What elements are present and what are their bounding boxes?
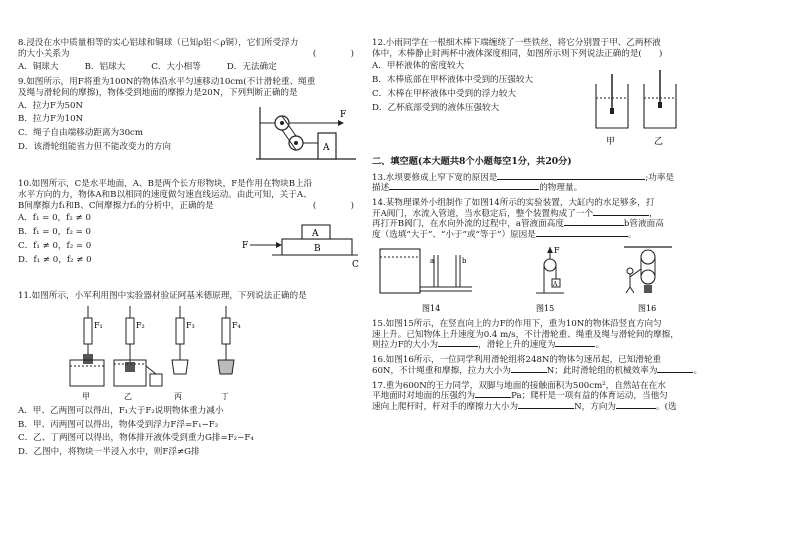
- q10-answer-paren: ( ): [312, 200, 354, 211]
- q10-option-b: B．f₁ = 0，f₂ = 0: [18, 227, 92, 238]
- q15-line2: 速上升。已知物体上升速度为0.4 m/s，不计滑轮重、绳重及绳与滑轮间的摩擦，: [372, 329, 679, 340]
- q8-answer-paren: ( ): [312, 48, 354, 59]
- q16-line2c: 。: [693, 365, 703, 376]
- question-14: [372, 198, 684, 241]
- q8-line1: 8.浸没在水中质量相等的实心铝球和铜球（已知ρ铝＜ρ铜），它们所受浮力: [18, 38, 299, 48]
- q11-force-f2: F₂: [136, 320, 145, 330]
- question-12: [372, 38, 684, 150]
- q16-line2a: 60N，不计绳重和摩擦，拉力大小为: [372, 365, 511, 376]
- right-column: [372, 38, 703, 417]
- q8-option-a: A．铜球大: [18, 62, 59, 73]
- q15-line3c: 。: [595, 340, 605, 351]
- section-fill-in-blank-heading: 二、填空题(本大题共8个小题每空1分，共20分): [372, 156, 572, 167]
- q16-line2b: N；此时滑轮组的机械效率为: [546, 365, 658, 376]
- q10-line2: 水平方向的力，物体A和B以相同的速度做匀速直线运动。由此可知，关于A、: [18, 189, 312, 200]
- q9-line2: 及绳与滑轮间的摩擦)，物体受到地面的摩擦力是20N，下列判断正确的是: [18, 87, 298, 98]
- q13-text1: 13.水坝要修成上窄下宽的原因是: [372, 172, 498, 183]
- q12-option-a: A．甲杯液体的密度较大: [372, 61, 465, 72]
- q9-option-c: C．绳子自由端移动距离为30cm: [18, 128, 144, 139]
- fig14-label-a: a: [430, 256, 435, 265]
- question-17: [372, 381, 684, 413]
- q16-blank-1[interactable]: [511, 372, 547, 373]
- q10-option-d: D．f₁ ≠ 0，f₂ ≠ 0: [18, 254, 92, 265]
- q14-blank-2[interactable]: [564, 225, 624, 226]
- q14-line3a: 再打开B阀门，在水向外流的过程中，a管液面高度: [372, 219, 564, 230]
- q14-line2b: ，: [649, 208, 658, 219]
- q14-line2a: 开A阀门，水流入管道，当水稳定后，整个装置构成了一个: [372, 208, 594, 219]
- q11-option-c: C．乙、丁两图可以得出，物体排开液体受到重力G排=F₂−F₄: [18, 433, 254, 444]
- q15-blank-1[interactable]: [438, 346, 478, 347]
- q11-option-b: B．甲、丙两图可以得出，物体受到浮力F浮=F₁−F₂: [18, 419, 219, 430]
- q11-force-f3: F₃: [186, 320, 195, 330]
- q9-fig-label-a: A: [323, 143, 330, 154]
- q17-line2a: 平地面时对地面的压强约为: [372, 391, 476, 402]
- q12-line1: 12.小雨同学在一根细木棒下端缠绕了一些铁丝，将它分别置于甲、乙两杯液: [372, 38, 661, 48]
- question-11: [18, 291, 358, 458]
- q13-text3: 描述: [372, 183, 390, 194]
- fig16-caption: 图16: [638, 303, 657, 313]
- q17-blank-3[interactable]: [616, 408, 656, 409]
- q16-blank-2[interactable]: [657, 372, 693, 373]
- q12-option-b: B．木棒底部在甲杯液体中受到的压强较大: [372, 75, 534, 86]
- q12-label-yi: 乙: [654, 137, 664, 147]
- q14-blank-1[interactable]: [593, 215, 649, 216]
- q14-blank-3[interactable]: [536, 236, 628, 237]
- q17-line3a: 速向上爬杆时，杆对手的摩擦力大小为: [372, 402, 519, 413]
- q15-line1: 15.如图15所示，在竖直向上的力F的作用下，重为10N的物体沿竖直方向匀: [372, 318, 662, 329]
- q10-fig-label-a: A: [312, 229, 319, 240]
- fig15-label-f: F: [554, 245, 560, 255]
- q15-blank-2[interactable]: [555, 346, 595, 347]
- q10-option-a: A．f₁ = 0，f₂ ≠ 0: [18, 213, 91, 224]
- q17-blank-2[interactable]: [518, 408, 574, 409]
- q8-option-c: C．大小相等: [151, 62, 201, 73]
- q10-option-c: C．f₁ ≠ 0，f₂ = 0: [18, 240, 92, 251]
- q10-line3: B间摩擦力f₁和B、C间摩擦力f₂的分析中，正确的是: [18, 200, 214, 211]
- q9-option-a: A．拉力F为50N: [18, 100, 83, 111]
- q9-fig-label-f: F: [340, 110, 347, 121]
- q15-line3b: ，滑轮上升的速度为: [478, 340, 556, 351]
- q17-line2b: Pa；爬杆是一项有益的体育运动，当他匀: [511, 391, 668, 402]
- fig15-caption: 图15: [536, 303, 555, 313]
- q13-blank-2[interactable]: [389, 189, 539, 190]
- q17-line3c: 。(选: [656, 402, 677, 413]
- left-column: [18, 38, 358, 462]
- q10-fig-label-f: F: [242, 241, 249, 252]
- q14-line1: 14.某物理课外小组制作了如图14所示的实验装置，大缸内的水足够多，打: [372, 197, 655, 208]
- q17-line3b: N，方向为: [574, 402, 617, 413]
- q11-label-jia: 甲: [82, 391, 90, 401]
- q11-force-f1: F₁: [94, 320, 103, 330]
- q9-pulley-figure: [256, 103, 356, 161]
- question-16: [372, 355, 703, 376]
- q17-blank-1[interactable]: [475, 397, 511, 398]
- q10-line1: 10.如图所示，C是水平地面，A、B是两个长方形物块，F是作用在物块B上沿: [18, 179, 313, 190]
- q11-option-a: A．甲、乙两图可以得出，F₁大于F₂说明物体重力减小: [18, 405, 224, 416]
- q10-fig-label-c: C: [352, 260, 359, 271]
- q8-line2: 的大小关系为: [18, 48, 70, 59]
- question-9: [18, 77, 358, 175]
- q11-label-yi: 乙: [124, 391, 132, 401]
- q14-line4b: 。: [627, 230, 637, 241]
- q12-option-c: C．木棒在甲杯液体中受到的浮力较大: [372, 88, 517, 99]
- fig14-label-b: b: [462, 256, 467, 265]
- q10-block-figure: [242, 225, 358, 273]
- question-8: [18, 38, 358, 73]
- q11-label-bing: 丙: [174, 391, 182, 401]
- question-15: [372, 319, 684, 351]
- q11-label-ding: 丁: [221, 391, 229, 401]
- q11-line1: 11.如图所示，小军利用图中实验器材验证阿基米德原理，下列说法正确的是: [18, 291, 307, 302]
- q14-line4: 度（选填“大于”、“小于”或“等于”）原因是: [372, 230, 536, 241]
- q15-line3a: 则拉力F的大小为: [372, 340, 439, 351]
- q16-line1: 16.如图16所示，一位同学利用滑轮组将248N的物体匀速吊起，已知滑轮重: [372, 355, 662, 366]
- q13-text2: ;功率是: [645, 172, 675, 183]
- q10-fig-label-b: B: [314, 244, 321, 255]
- question-10: [18, 179, 358, 287]
- q12-label-jia: 甲: [606, 137, 616, 147]
- figures-14-16: [372, 245, 684, 317]
- q8-options: [18, 62, 358, 73]
- q8-option-d: D．无法确定: [226, 62, 277, 73]
- q12-option-d: D．乙杯底部受到的液体压强较大: [372, 102, 500, 113]
- q9-option-d: D．该滑轮组能省力但不能改变力的方向: [18, 141, 171, 152]
- q11-experiment-figure: [66, 304, 256, 404]
- q11-option-d: D．乙图中，将物块一半浸入水中，则F浮≠G排: [18, 447, 200, 458]
- q8-option-b: B．铝球大: [84, 62, 126, 73]
- q17-line1: 17.重为600N的王力同学，双脚与地面的接触面积为500cm²，自然站在在水: [372, 380, 666, 391]
- q11-force-f4: F₄: [232, 320, 241, 330]
- q9-line1: 9.如图所示，用F将重为100N的物体沿水平匀速移动10cm(不计滑轮重、绳重: [18, 77, 316, 88]
- q13-text4: 的物理量。: [539, 183, 583, 194]
- q13-blank-1[interactable]: [497, 179, 645, 180]
- question-13: [372, 173, 684, 194]
- q14-line3b: b管液面高: [623, 219, 664, 230]
- q12-line2: 体中，木棒静止时两杯中液体深度相同，如图所示则下列说法正确的是( ): [372, 48, 663, 59]
- q9-option-b: B．拉力F为10N: [18, 114, 84, 125]
- fig15-label-a: A: [553, 280, 558, 288]
- q12-beakers-figure: [592, 70, 684, 150]
- fig14-caption: 图14: [422, 303, 441, 313]
